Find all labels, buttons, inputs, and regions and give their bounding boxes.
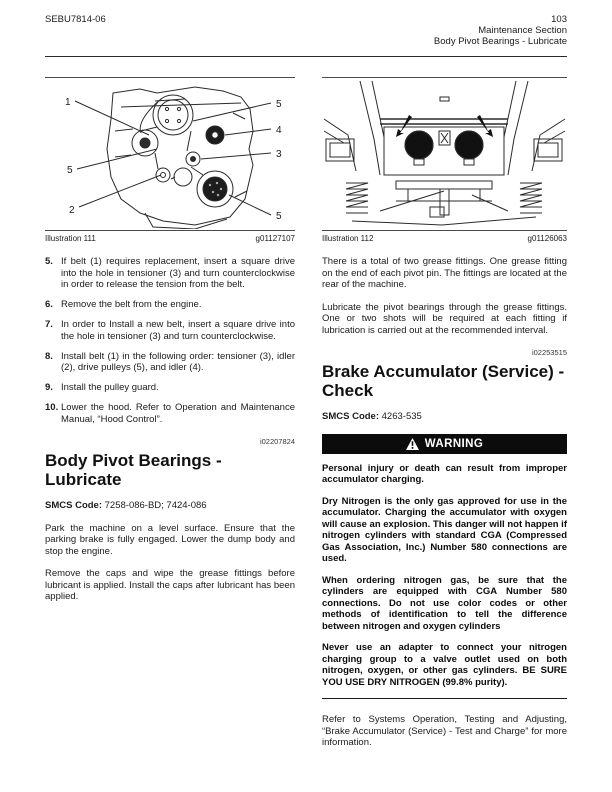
paragraph: Remove the caps and wipe the grease fittings before lubricant is applied. Install the caps after lubricant has been applied.: [45, 568, 295, 602]
warning-triangle-icon: [406, 438, 419, 450]
warning-title: WARNING: [424, 437, 484, 450]
procedure-step: [45, 319, 295, 342]
subsection-title: Body Pivot Bearings - Lubricate: [433, 36, 567, 47]
step-number: 7.: [45, 319, 53, 330]
engine-belt-drawing: [45, 79, 295, 229]
warning-paragraph: When ordering nitrogen gas, be sure that the cylinders are equipped with CGA Number 580 connections. Do not use color codes or other methods of identification to tell the difference between nitrogen and oxygen cylinders: [322, 574, 567, 632]
illustration-111-caption-row: [45, 234, 295, 243]
step-text: Install belt (1) in the following order: tensioner (3), idler (2), drive pulleys (5), and idler (4).: [61, 350, 295, 373]
left-column: [45, 77, 295, 760]
right-column-text: [322, 256, 567, 336]
smcs-code-line: [45, 500, 295, 512]
warning-divider: [322, 698, 567, 699]
callout-label: 2: [69, 205, 75, 216]
paragraph: Lubricate the pivot bearings through the grease fittings. One or two shots will be required at each fitting if lubrication is carried out at the recommended interval.: [322, 301, 567, 336]
procedure-step: [45, 351, 295, 374]
step-text: In order to Install a new belt, insert a square drive into the hole in tensioner (3) and turn counterclockwise.: [61, 319, 295, 342]
illustration-112-caption-row: [322, 234, 567, 243]
pivot-bearings-drawing: [322, 79, 567, 229]
illustration-111: [45, 77, 295, 231]
section-heading: Brake Accumulator (Service) - Check: [322, 362, 565, 400]
callout-label: 5: [67, 165, 73, 176]
illustration-112: [322, 77, 567, 231]
step-text: Lower the hood. Refer to Operation and Maintenance Manual, “Hood Control”.: [61, 402, 295, 425]
page-header: [45, 14, 567, 47]
document-code: SEBU7814-06: [45, 14, 106, 25]
illustration-caption: Illustration 112: [322, 234, 374, 243]
illustration-caption: Illustration 111: [45, 234, 96, 243]
step-number: 6.: [45, 299, 53, 310]
step-number: 10.: [45, 402, 59, 413]
step-number: 5.: [45, 256, 53, 267]
right-column: [322, 77, 567, 760]
article-id: i02253515: [531, 348, 567, 357]
step-text: If belt (1) requires replacement, insert a square drive into the hole in tensioner (3) and turn counterclockwise in order to release the tension from the belt.: [61, 256, 295, 290]
callout-label: 5: [276, 99, 282, 110]
callout-label: 1: [65, 97, 71, 108]
procedure-step: [45, 402, 295, 425]
smcs-label: SMCS Code:: [45, 500, 102, 511]
callout-label: 5: [276, 211, 282, 222]
procedure-steps: [45, 256, 295, 425]
paragraph: Park the machine on a level surface. Ensure that the parking brake is fully engaged. Lower the dump body and stop the engine.: [45, 522, 295, 557]
warning-paragraph: Personal injury or death can result from improper accumulator charging.: [322, 462, 567, 485]
smcs-value: 4263-535: [381, 411, 422, 422]
procedure-step: [45, 382, 295, 394]
paragraph: There is a total of two grease fittings. One grease fitting on the end of each pivot pin. The fittings are located at the rear of the machine.: [322, 256, 567, 290]
warning-banner: [322, 434, 567, 454]
step-text: Remove the belt from the engine.: [61, 299, 202, 310]
graphic-id: g01126063: [527, 234, 567, 243]
smcs-value: 7258-086-BD; 7424-086: [104, 500, 207, 511]
page-number: 103: [551, 14, 567, 25]
step-number: 8.: [45, 350, 53, 362]
procedure-step: [45, 256, 295, 291]
article-id: i02207824: [259, 437, 295, 446]
header-divider: [45, 56, 567, 57]
section-title: Maintenance Section: [478, 25, 567, 36]
step-text: Install the pulley guard.: [61, 382, 159, 393]
warning-paragraph: Dry Nitrogen is the only gas approved for use in the accumulator. Charging the accumulator with oxygen will cause an explosion. This danger will not happen if nitrogen cylinders with standard CGA (Compressed Gas Association, Inc.) Number 580 connections are used.: [322, 495, 567, 564]
step-number: 9.: [45, 382, 53, 393]
procedure-step: [45, 299, 295, 311]
callout-label: 4: [276, 125, 282, 136]
callout-label: 3: [276, 149, 282, 160]
smcs-code-line: [322, 411, 567, 423]
header-right: [434, 14, 567, 47]
graphic-id: g01127107: [255, 234, 295, 243]
warning-paragraph: Never use an adapter to connect your nitrogen charging group to a valve outlet used on both nitrogen, oxygen, or other gas cylinders. BE SURE YOU USE DRY NITROGEN (99.8% purity).: [322, 642, 567, 688]
closing-paragraph: Refer to Systems Operation, Testing and Adjusting, “Brake Accumulator (Service) - Test and Charge” for more information.: [322, 714, 567, 748]
section-heading: Body Pivot Bearings - Lubricate: [45, 451, 222, 489]
smcs-label: SMCS Code:: [322, 411, 379, 422]
two-column-layout: [45, 77, 567, 760]
